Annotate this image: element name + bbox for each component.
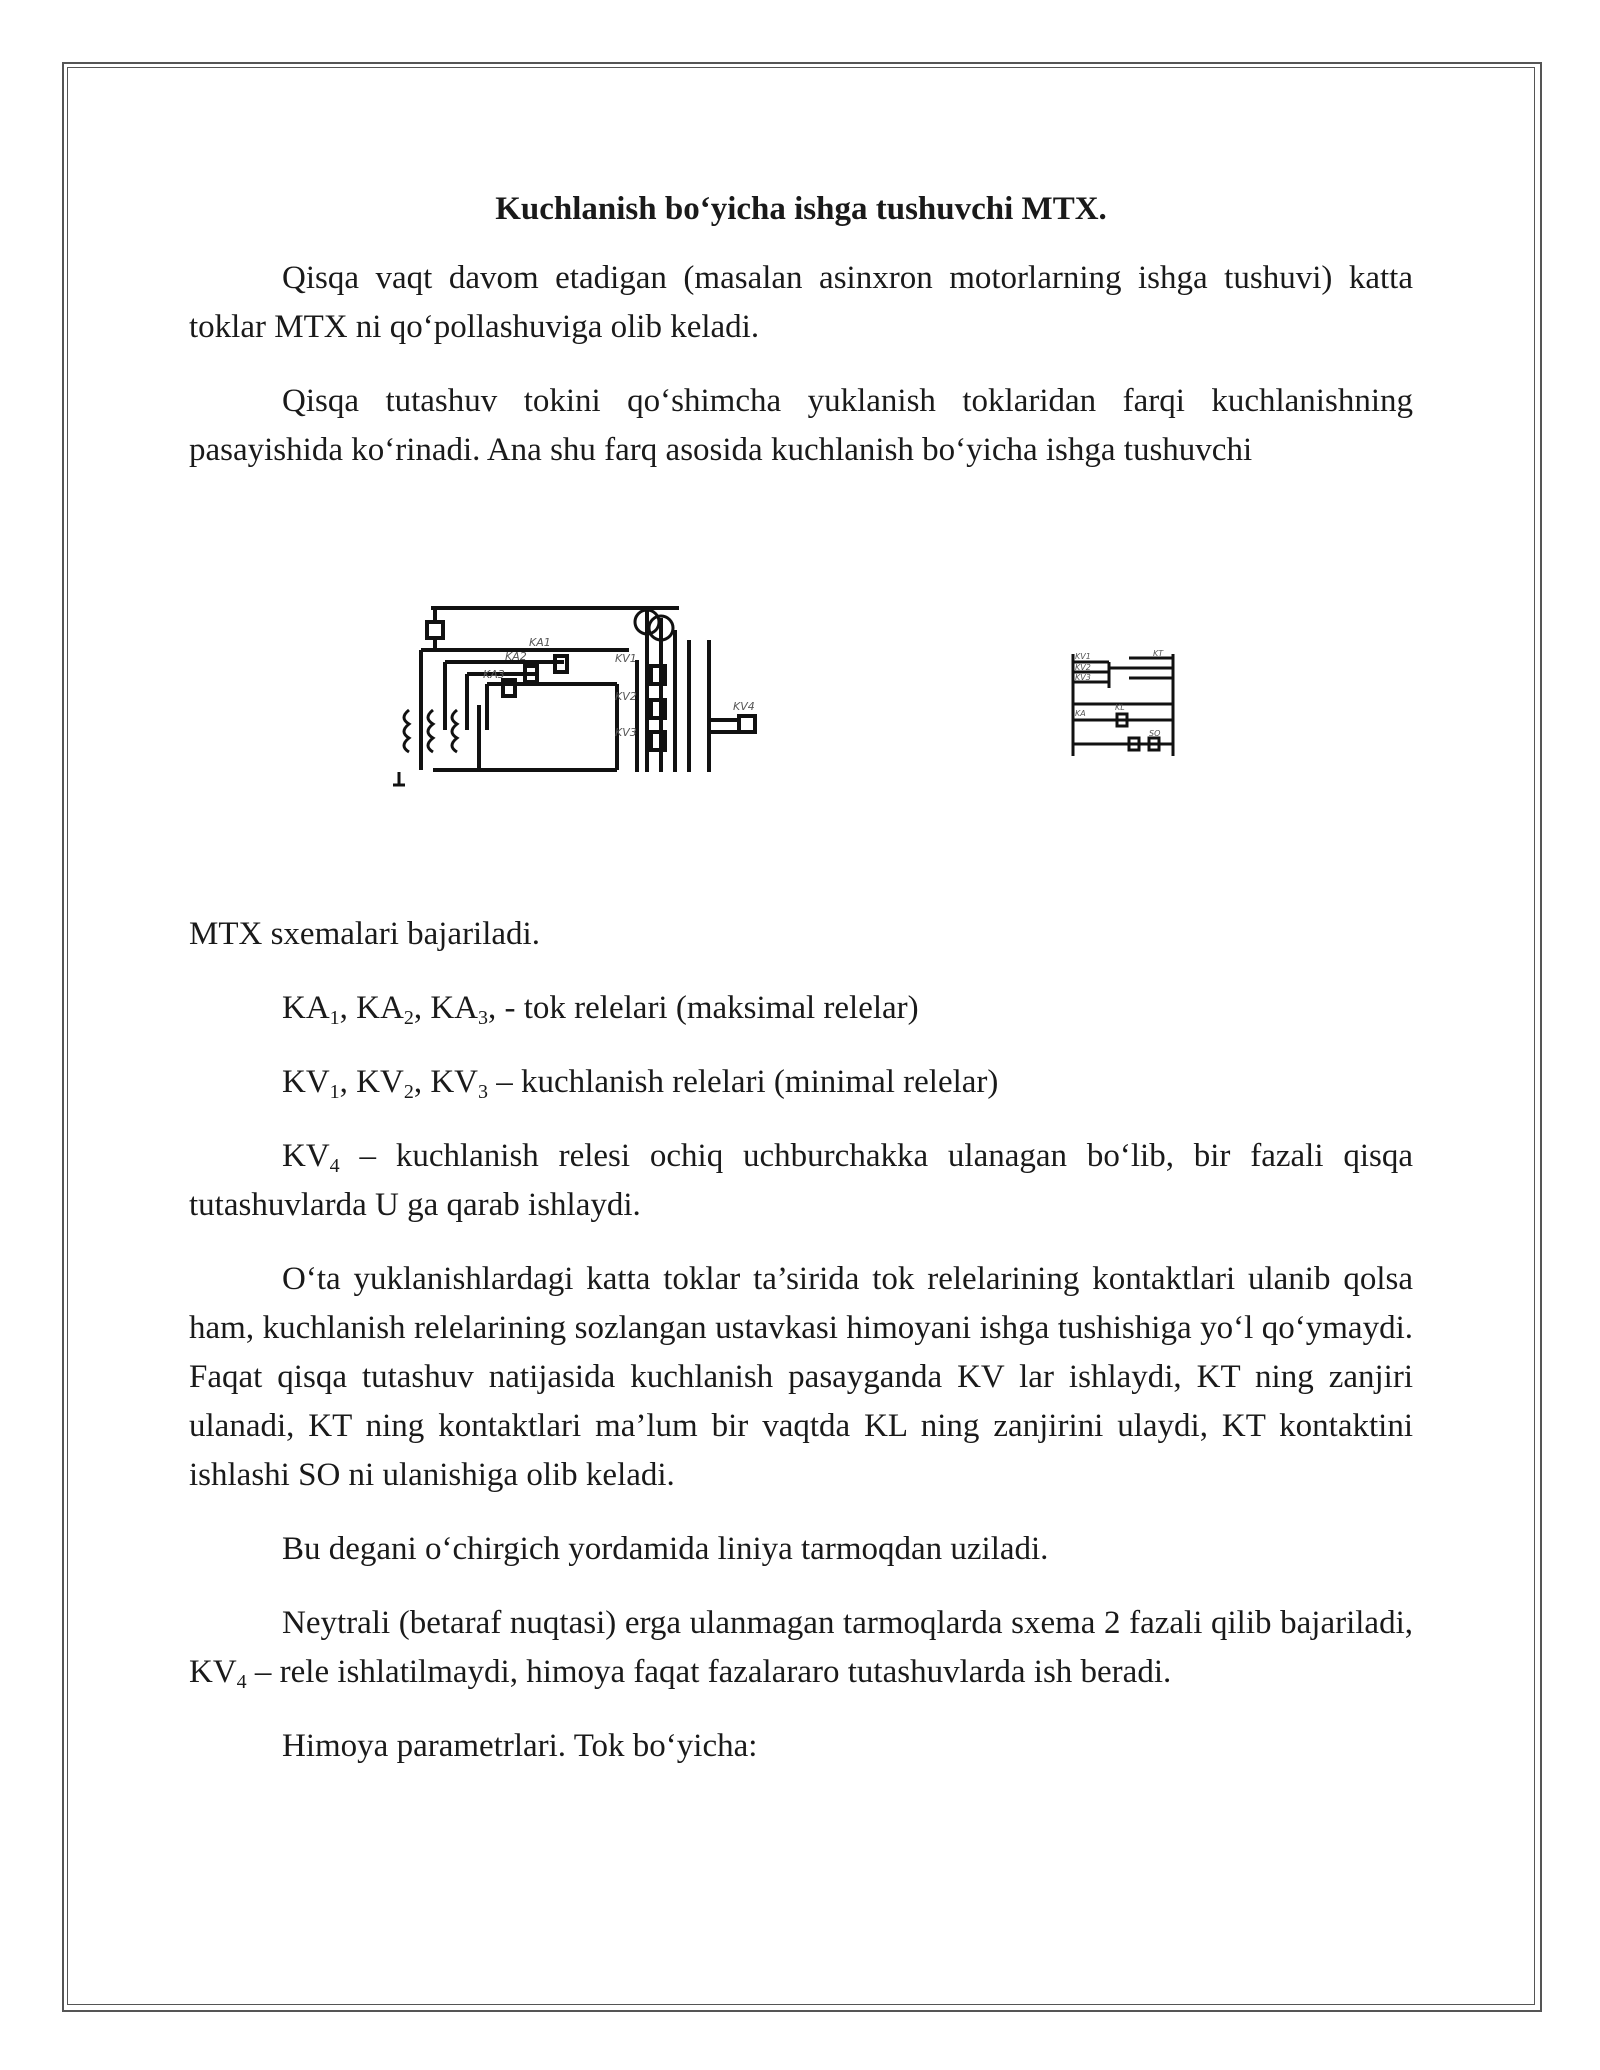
label-right-ka: KA [1075,709,1086,718]
label-ka2: KA2 [505,650,527,663]
paragraph-5: Bu degani o‘chirgich yordamida liniya tarmoqdan uziladi. [282,1531,1049,1567]
label-right-kv1: KV1 [1075,652,1091,661]
paragraph-7: Himoya parametrlari. Tok bo‘yicha: [282,1728,758,1764]
label-ka1: KA1 [529,636,551,649]
label-kv2: KV2 [615,690,637,703]
kv-relays-line: $KV_1$, $KV_2$, $KV_3$ – kuchlanish relelari (minimal relelar) [282,1064,999,1103]
label-right-kv3: KV3 [1075,673,1091,682]
paragraph-2: Qisqa tutashuv tokini qo‘shimcha yuklanish toklaridan farqi kuchlanishning pasayishida ko‘rinadi. Ana shu farq asosida kuchlanish bo‘yicha ishga tushuvchi [189,383,1413,468]
paragraph-4: O‘ta yuklanishlardagi katta toklar ta’sirida tok relelarining kontaktlari ulanib qolsa ham, kuchlanish relelarining sozlangan ustavkasi himoyani ishga tushishiga yo‘l qo‘ymaydi. Faqat qisqa tutashuv natijasida kuchlanish pasayganda KV lar ishlaydi, KT ning zanjiri ulanadi, KT ning kontaktlari ma’lum bir vaqtda KL ning zanjirini ulaydi, KT kontaktini ishlashi SO ni ulanishiga olib keladi. [189,1261,1413,1493]
circuit-figure [189,500,1413,910]
paragraph-3: MTX sxemalari bajariladi. [189,916,540,952]
kv4-relay-line: $KV_4$ – kuchlanish relesi ochiq uchburchakka ulanagan bo‘lib, bir fazali qisqa tutashuvlarda U ga qarab ishlaydi. [189,1138,1413,1223]
label-right-kl: KL [1115,703,1125,712]
paragraph-1: Qisqa vaqt davom etadigan (masalan asinxron motorlarning ishga tushuvi) katta toklar MTX ni qo‘pollashuviga olib keladi. [189,260,1413,345]
document-title: Kuchlanish bo‘yicha ishga tushuvchi MTX. [495,191,1107,227]
label-kv3: KV3 [615,726,637,739]
label-ka3: KA3 [483,668,505,681]
document-page [189,185,1413,1796]
label-kv4: KV4 [733,700,755,713]
label-right-so: SO [1149,729,1161,738]
control-circuit-diagram [1069,648,1179,758]
label-right-kv2: KV2 [1075,663,1091,672]
ka-relays-line: $KA_1$, $KA_2$, $KA_3$, - tok relelari (maksimal relelar) [282,990,919,1029]
label-right-kt: KT [1153,649,1164,658]
protection-circuit-diagram [389,600,769,790]
label-kv1: KV1 [615,652,637,665]
paragraph-6: Neytrali (betaraf nuqtasi) erga ulanmagan tarmoqlarda sxema 2 fazali qilib bajariladi, $KV_4$ – rele ishlatilmaydi, himoya faqat fazalararo tutashuvlarda ish beradi. [189,1605,1413,1693]
